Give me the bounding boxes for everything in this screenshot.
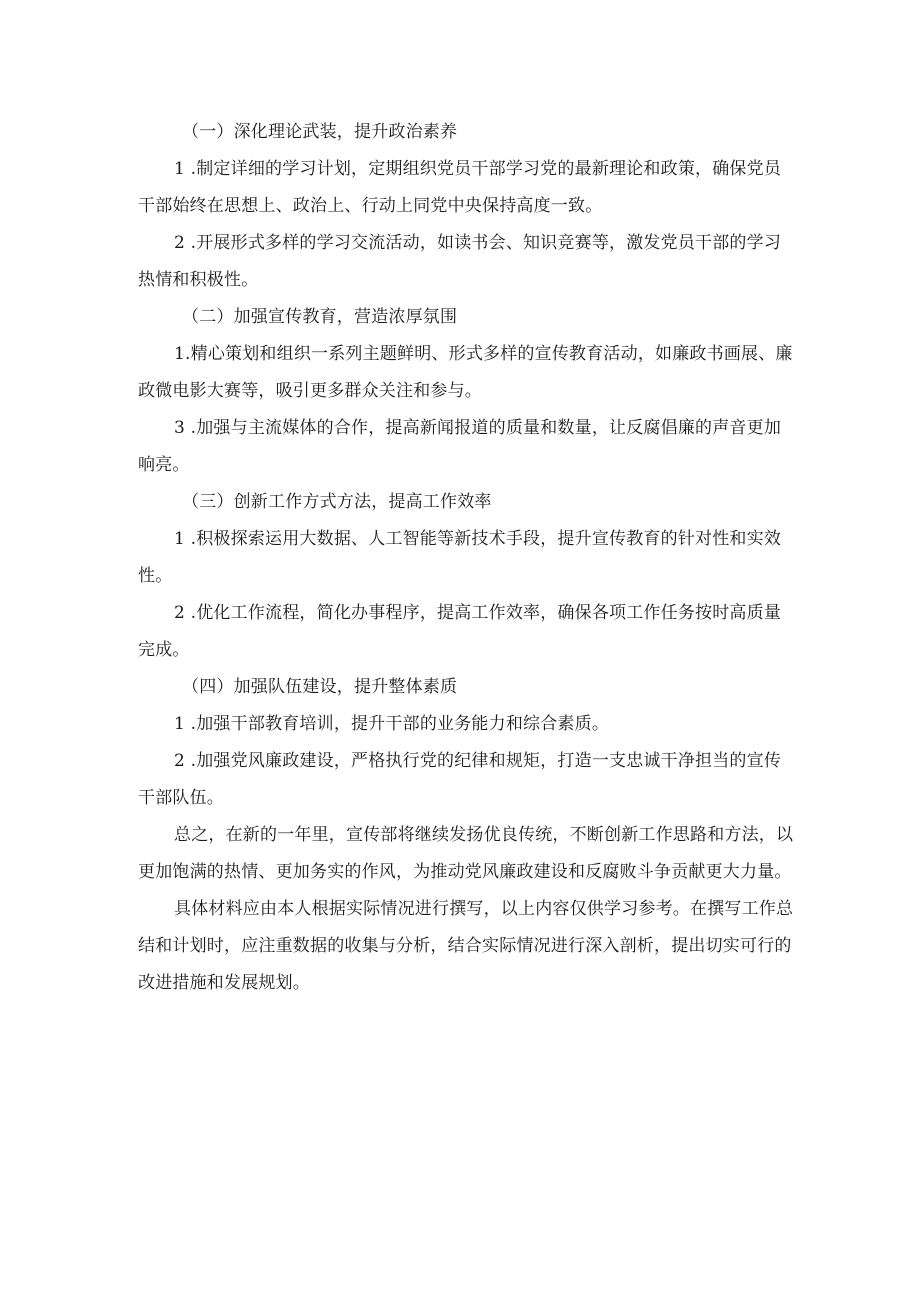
paragraph-line: 结和计划时，应注重数据的收集与分析，结合实际情况进行深入剖析，提出切实可行的 — [138, 936, 792, 956]
list-item — [138, 225, 788, 299]
list-item — [138, 521, 788, 595]
section-heading: （二）加强宣传教育，营造浓厚氛围 — [182, 307, 458, 327]
paragraph-line: 改进措施和发展规划。 — [138, 973, 310, 993]
paragraph-line: 干部始终在思想上、政治上、行动上同党中央保持高度一致。 — [138, 196, 603, 216]
list-item — [138, 410, 788, 484]
paragraph-line: 完成。 — [138, 640, 190, 660]
paragraph-line: 2 .开展形式多样的学习交流活动，如读书会、知识竞赛等，激发党员干部的学习 — [174, 233, 782, 253]
paragraph-line: 政微电影大赛等，吸引更多群众关注和参与。 — [138, 381, 482, 401]
paragraph-line: 2 .加强党风廉政建设，严格执行党的纪律和规矩，打造一支忠诚干净担当的宣传 — [174, 751, 782, 771]
paragraph-line: 具体材料应由本人根据实际情况进行撰写，以上内容仅供学习参考。在撰写工作总 — [174, 899, 794, 919]
paragraph-line: 性。 — [138, 566, 173, 586]
list-item — [138, 595, 788, 669]
paragraph-line: 更加饱满的热情、更加务实的作风，为推动党风廉政建设和反腐败斗争贡献更大力量。 — [138, 862, 792, 882]
list-item — [138, 706, 788, 743]
section-heading: （三）创新工作方式方法，提高工作效率 — [182, 492, 492, 512]
paragraph-line: 干部队伍。 — [138, 788, 224, 808]
paragraph-line: 2 .优化工作流程，简化办事程序，提高工作效率，确保各项工作任务按时高质量 — [174, 603, 782, 623]
paragraph-line: 3 .加强与主流媒体的合作，提高新闻报道的质量和数量，让反腐倡廉的声音更加 — [174, 418, 782, 438]
paragraph-line: 1 .制定详细的学习计划，定期组织党员干部学习党的最新理论和政策，确保党员 — [174, 159, 782, 179]
paragraph-line: 响亮。 — [138, 455, 190, 475]
summary-paragraph — [138, 817, 794, 891]
section-heading: （一）深化理论武装，提升政治素养 — [182, 122, 458, 142]
paragraph-line: 总之，在新的一年里，宣传部将继续发扬优良传统，不断创新工作思路和方法，以 — [174, 825, 794, 845]
list-item — [138, 743, 788, 817]
note-paragraph — [138, 891, 794, 1002]
paragraph-line: 热情和积极性。 — [138, 270, 259, 290]
list-item — [138, 151, 788, 225]
document-page — [138, 114, 794, 1002]
paragraph-line: 1 .加强干部教育培训，提升干部的业务能力和综合素质。 — [174, 714, 610, 734]
paragraph-line: 1 .积极探索运用大数据、人工智能等新技术手段，提升宣传教育的针对性和实效 — [174, 529, 782, 549]
list-item — [138, 336, 793, 410]
paragraph-line: 1.精心策划和组织一系列主题鲜明、形式多样的宣传教育活动，如廉政书画展、廉 — [174, 344, 793, 364]
section-heading: （四）加强队伍建设，提升整体素质 — [182, 677, 458, 697]
